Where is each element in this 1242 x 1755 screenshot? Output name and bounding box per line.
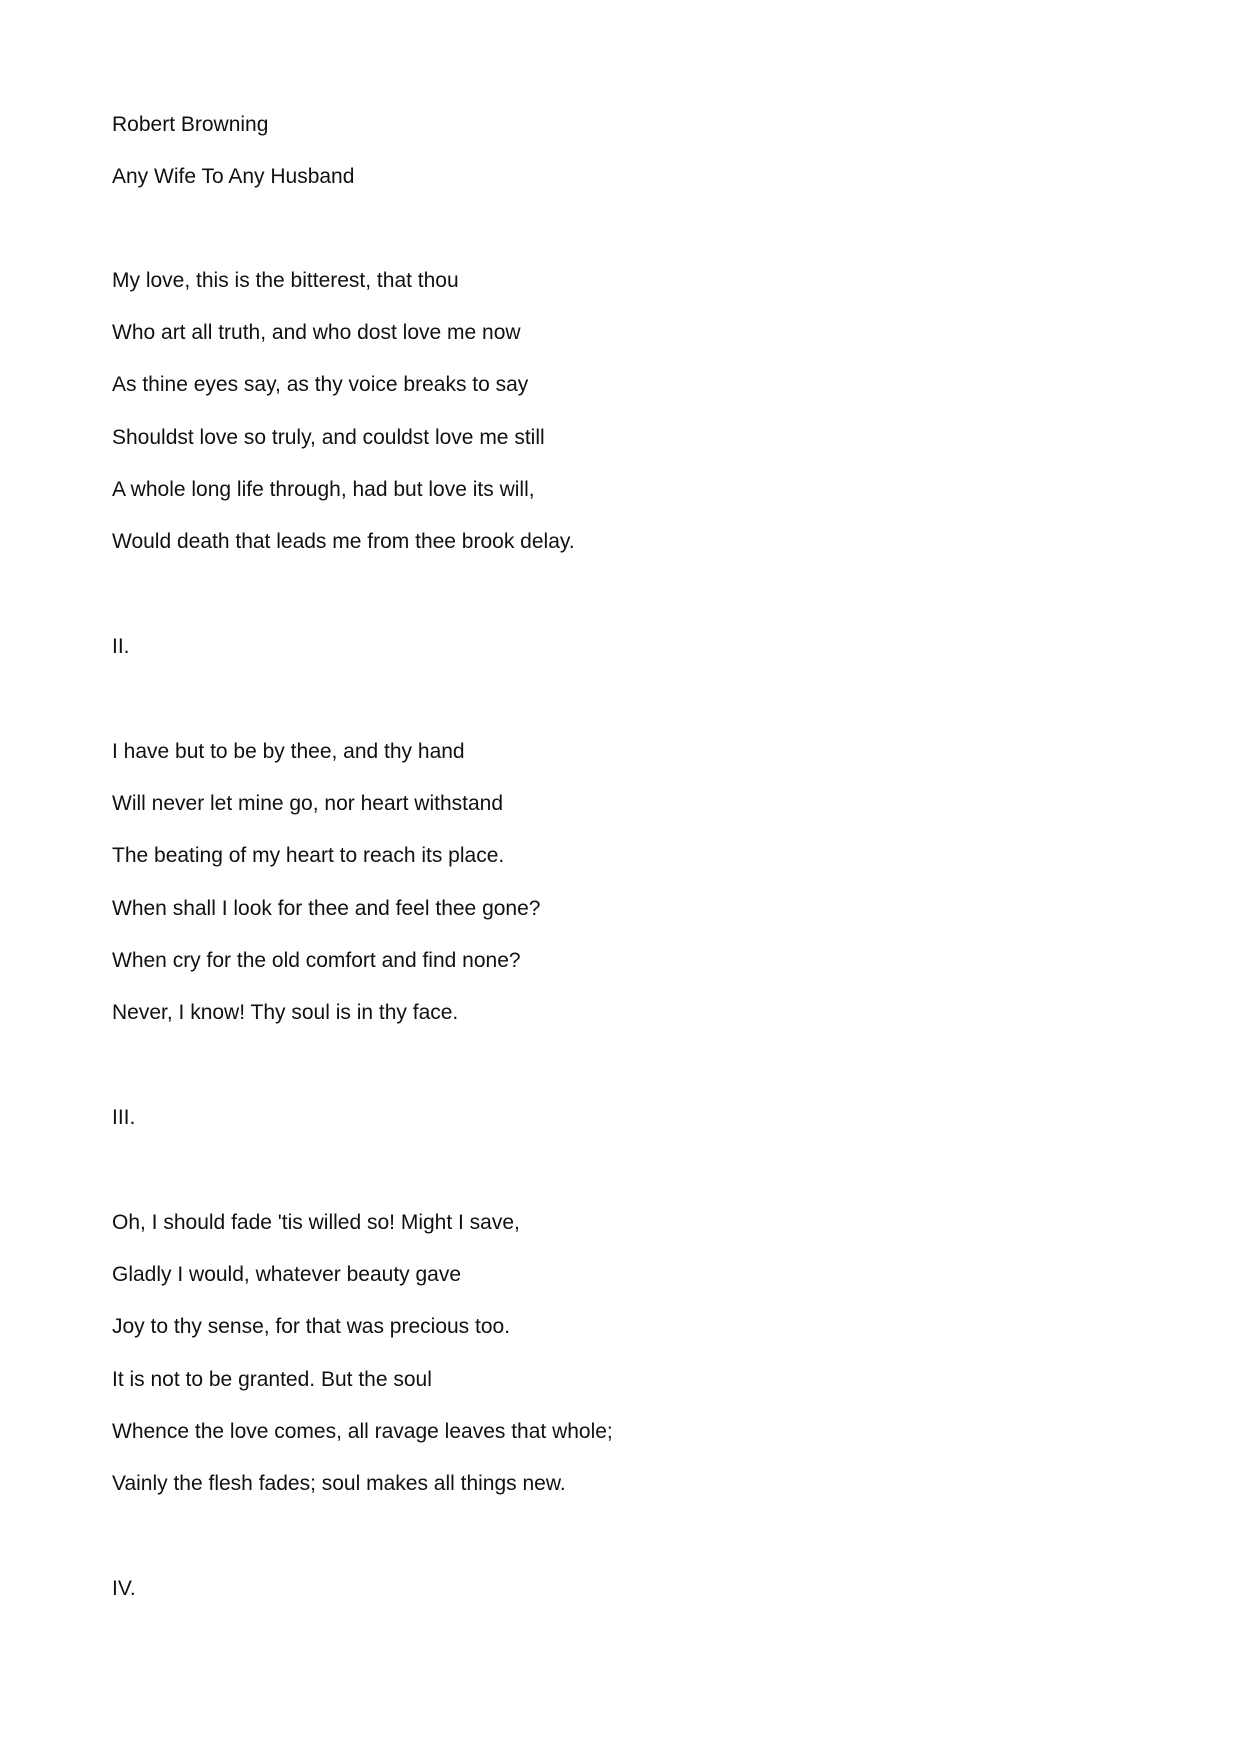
poem-title: Any Wife To Any Husband <box>112 165 355 188</box>
poem-line: My love, this is the bitterest, that thou <box>112 269 459 292</box>
poem-line: When cry for the old comfort and find none? <box>112 949 521 972</box>
stanza-numeral-2: II. <box>112 635 130 658</box>
poem-line: A whole long life through, had but love its will, <box>112 478 535 501</box>
author-name: Robert Browning <box>112 113 269 136</box>
stanza-numeral-4: IV. <box>112 1577 136 1600</box>
poem-line: It is not to be granted. But the soul <box>112 1368 432 1391</box>
poem-line: Gladly I would, whatever beauty gave <box>112 1263 462 1286</box>
poem-line: Never, I know! Thy soul is in thy face. <box>112 1001 459 1024</box>
stanza-numeral-3: III. <box>112 1106 136 1129</box>
poem-line: I have but to be by thee, and thy hand <box>112 740 465 763</box>
poem-line: As thine eyes say, as thy voice breaks to say <box>112 373 529 396</box>
poem-line: The beating of my heart to reach its place. <box>112 844 505 867</box>
poem-line: Shouldst love so truly, and couldst love me still <box>112 426 545 449</box>
poem-line: Who art all truth, and who dost love me now <box>112 321 521 344</box>
poem-line: Joy to thy sense, for that was precious too. <box>112 1315 511 1338</box>
poem-line: Oh, I should fade 'tis willed so! Might I save, <box>112 1211 520 1234</box>
poem-line: When shall I look for thee and feel thee gone? <box>112 897 541 920</box>
poem-line: Whence the love comes, all ravage leaves that whole; <box>112 1420 613 1443</box>
poem-line: Would death that leads me from thee brook delay. <box>112 530 575 553</box>
poem-line: Will never let mine go, nor heart withstand <box>112 792 504 815</box>
poem-line: Vainly the flesh fades; soul makes all things new. <box>112 1472 566 1495</box>
